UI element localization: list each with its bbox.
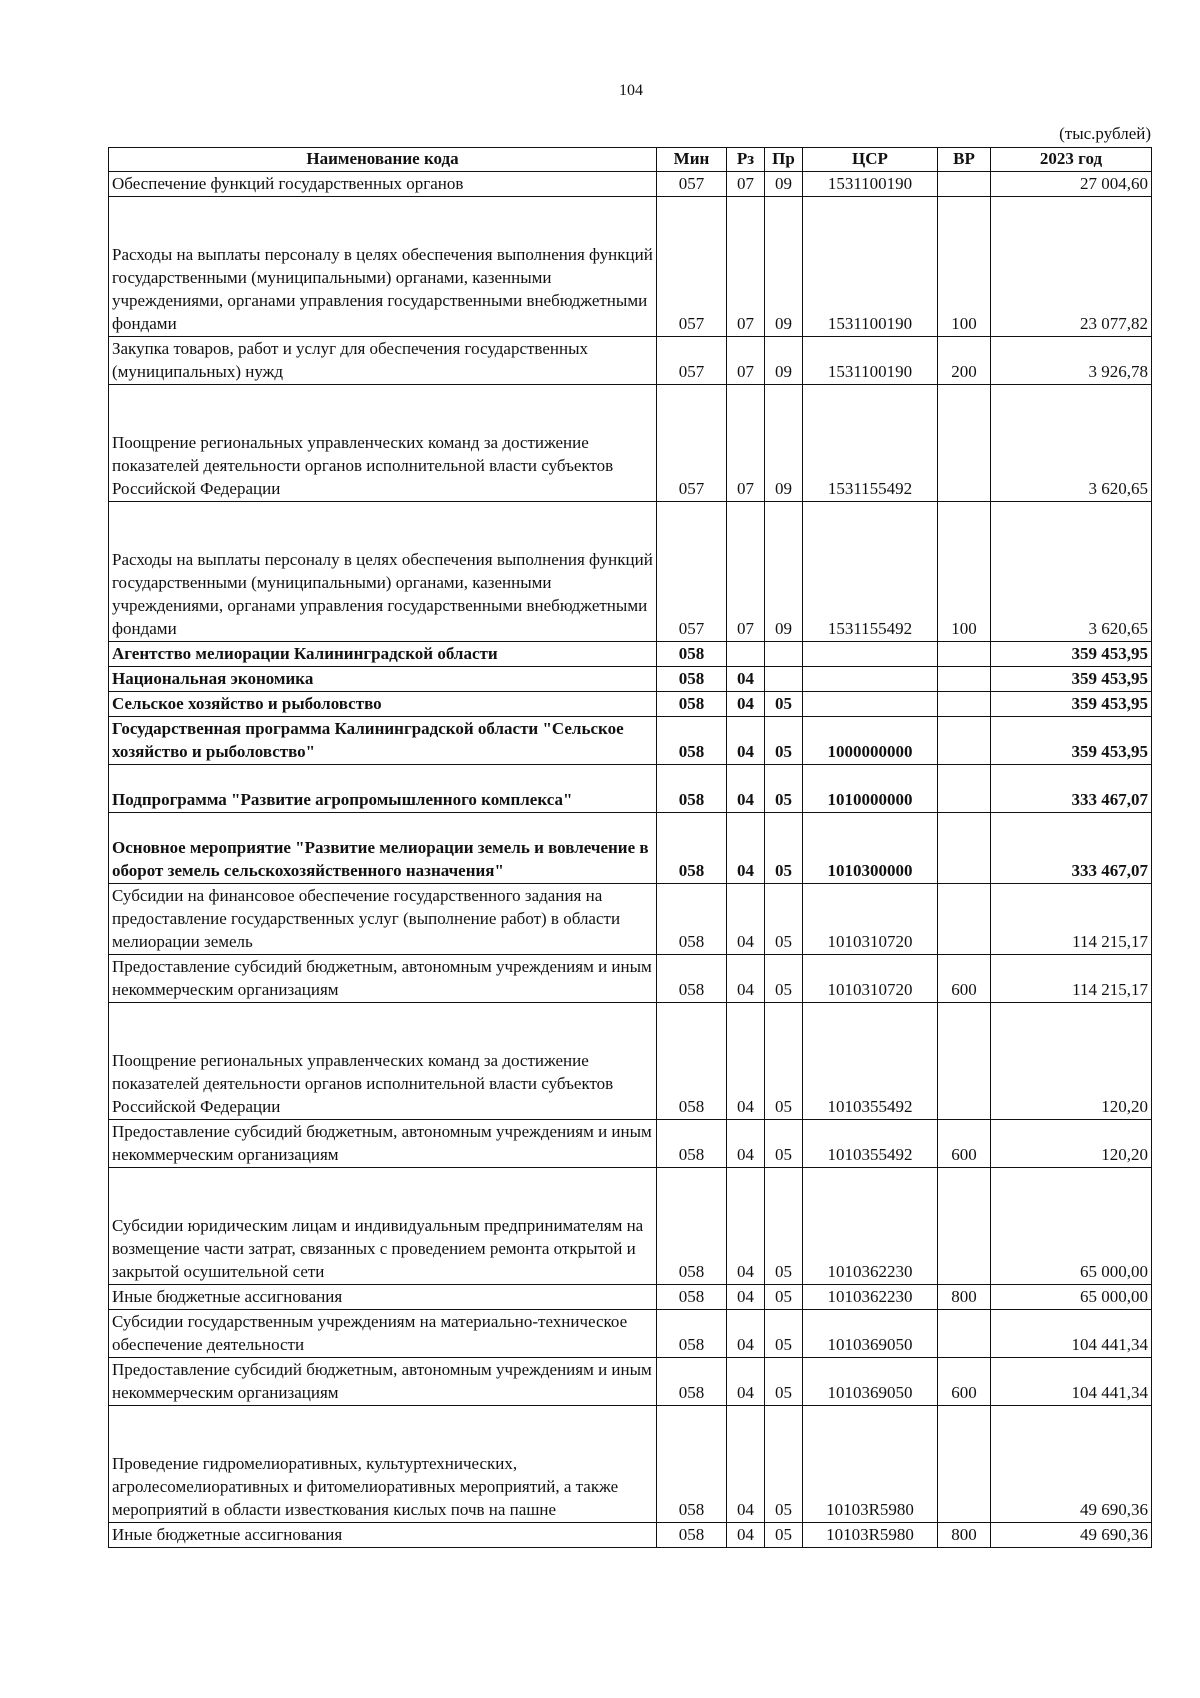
row-csr: 1531155492 — [803, 385, 938, 502]
row-rz: 07 — [727, 502, 765, 642]
row-name: Предоставление субсидий бюджетным, автономным учреждениям и иным некоммерческим организациям — [109, 955, 657, 1003]
row-min: 058 — [657, 765, 727, 813]
row-rz: 04 — [727, 1120, 765, 1168]
header-csr: ЦСР — [803, 148, 938, 172]
row-rz: 04 — [727, 1310, 765, 1358]
row-amount: 333 467,07 — [991, 813, 1152, 884]
row-amount: 3 926,78 — [991, 337, 1152, 385]
row-vr: 600 — [938, 955, 991, 1003]
row-vr — [938, 1310, 991, 1358]
row-vr — [938, 884, 991, 955]
row-rz: 07 — [727, 197, 765, 337]
row-csr: 1010310720 — [803, 884, 938, 955]
row-csr: 1531155492 — [803, 502, 938, 642]
header-name: Наименование кода — [109, 148, 657, 172]
row-amount: 359 453,95 — [991, 642, 1152, 667]
row-rz: 07 — [727, 337, 765, 385]
row-rz: 04 — [727, 1168, 765, 1285]
table-row — [109, 1285, 1152, 1310]
row-csr: 10103R5980 — [803, 1523, 938, 1548]
row-pr: 05 — [765, 1003, 803, 1120]
row-name: Проведение гидромелиоративных, культуртехнических, агролесомелиоративных и фитомелиоративных мероприятий, а также мероприятий в области известкования кислых почв на пашне — [109, 1406, 657, 1523]
row-rz: 04 — [727, 813, 765, 884]
row-vr: 600 — [938, 1358, 991, 1406]
row-vr — [938, 1168, 991, 1285]
row-min: 058 — [657, 692, 727, 717]
row-vr: 200 — [938, 337, 991, 385]
row-csr: 1531100190 — [803, 172, 938, 197]
row-amount: 65 000,00 — [991, 1168, 1152, 1285]
table-row — [109, 502, 1152, 642]
header-min: Мин — [657, 148, 727, 172]
row-csr: 1010000000 — [803, 765, 938, 813]
row-name: Закупка товаров, работ и услуг для обеспечения государственных (муниципальных) нужд — [109, 337, 657, 385]
table-row — [109, 1120, 1152, 1168]
row-min: 058 — [657, 717, 727, 765]
table-row — [109, 1406, 1152, 1523]
row-name: Обеспечение функций государственных органов — [109, 172, 657, 197]
row-rz: 04 — [727, 667, 765, 692]
row-name: Агентство мелиорации Калининградской области — [109, 642, 657, 667]
row-vr — [938, 172, 991, 197]
row-rz — [727, 642, 765, 667]
row-vr — [938, 765, 991, 813]
row-vr: 800 — [938, 1523, 991, 1548]
row-csr — [803, 692, 938, 717]
row-pr — [765, 667, 803, 692]
row-min: 058 — [657, 1285, 727, 1310]
row-amount: 49 690,36 — [991, 1523, 1152, 1548]
row-pr: 09 — [765, 502, 803, 642]
header-vr: ВР — [938, 148, 991, 172]
row-min: 058 — [657, 813, 727, 884]
row-amount: 104 441,34 — [991, 1358, 1152, 1406]
table-row — [109, 1168, 1152, 1285]
table-row — [109, 337, 1152, 385]
table-row — [109, 884, 1152, 955]
row-min: 058 — [657, 1310, 727, 1358]
row-name: Иные бюджетные ассигнования — [109, 1523, 657, 1548]
row-name: Расходы на выплаты персоналу в целях обеспечения выполнения функций государственными (муниципальными) органами, казенными учреждениями, органами управления государственными внебюджетными фондами — [109, 502, 657, 642]
row-csr: 1010355492 — [803, 1120, 938, 1168]
row-min: 057 — [657, 502, 727, 642]
row-csr: 1010362230 — [803, 1168, 938, 1285]
row-pr — [765, 642, 803, 667]
row-name: Поощрение региональных управленческих команд за достижение показателей деятельности органов исполнительной власти субъектов Российской Федерации — [109, 385, 657, 502]
row-vr: 800 — [938, 1285, 991, 1310]
row-amount: 114 215,17 — [991, 884, 1152, 955]
row-csr: 1531100190 — [803, 337, 938, 385]
row-name: Основное мероприятие "Развитие мелиорации земель и вовлечение в оборот земель сельскохозяйственного назначения" — [109, 813, 657, 884]
row-min: 058 — [657, 667, 727, 692]
table-row — [109, 1003, 1152, 1120]
row-amount: 23 077,82 — [991, 197, 1152, 337]
row-rz: 04 — [727, 955, 765, 1003]
row-vr — [938, 1406, 991, 1523]
row-name: Расходы на выплаты персоналу в целях обеспечения выполнения функций государственными (муниципальными) органами, казенными учреждениями, органами управления государственными внебюджетными фондами — [109, 197, 657, 337]
row-min: 058 — [657, 884, 727, 955]
row-csr: 1531100190 — [803, 197, 938, 337]
row-min: 057 — [657, 337, 727, 385]
row-pr: 05 — [765, 717, 803, 765]
row-vr: 100 — [938, 502, 991, 642]
units-label: (тыс.рублей) — [1059, 124, 1151, 143]
row-min: 058 — [657, 1358, 727, 1406]
row-rz: 04 — [727, 717, 765, 765]
row-csr: 1010355492 — [803, 1003, 938, 1120]
row-vr — [938, 692, 991, 717]
row-amount: 3 620,65 — [991, 502, 1152, 642]
row-name: Иные бюджетные ассигнования — [109, 1285, 657, 1310]
row-csr: 1010369050 — [803, 1358, 938, 1406]
row-csr: 1010310720 — [803, 955, 938, 1003]
row-rz: 07 — [727, 172, 765, 197]
row-pr: 05 — [765, 1406, 803, 1523]
row-amount: 333 467,07 — [991, 765, 1152, 813]
table-row — [109, 642, 1152, 667]
row-rz: 07 — [727, 385, 765, 502]
row-min: 058 — [657, 1003, 727, 1120]
row-vr — [938, 642, 991, 667]
row-pr: 05 — [765, 1285, 803, 1310]
row-csr: 1010369050 — [803, 1310, 938, 1358]
row-rz: 04 — [727, 1285, 765, 1310]
row-pr: 09 — [765, 385, 803, 502]
row-name: Национальная экономика — [109, 667, 657, 692]
row-min: 058 — [657, 955, 727, 1003]
row-csr — [803, 642, 938, 667]
row-csr: 1000000000 — [803, 717, 938, 765]
row-pr: 09 — [765, 197, 803, 337]
row-pr: 05 — [765, 1120, 803, 1168]
row-rz: 04 — [727, 884, 765, 955]
row-amount: 359 453,95 — [991, 667, 1152, 692]
table-row — [109, 717, 1152, 765]
row-min: 058 — [657, 1523, 727, 1548]
table-row — [109, 667, 1152, 692]
table-row — [109, 172, 1152, 197]
table-row — [109, 197, 1152, 337]
table-row — [109, 1523, 1152, 1548]
row-amount: 359 453,95 — [991, 717, 1152, 765]
row-amount: 27 004,60 — [991, 172, 1152, 197]
row-name: Предоставление субсидий бюджетным, автономным учреждениям и иным некоммерческим организациям — [109, 1120, 657, 1168]
row-vr — [938, 385, 991, 502]
table-row — [109, 1310, 1152, 1358]
row-rz: 04 — [727, 1358, 765, 1406]
row-rz: 04 — [727, 1523, 765, 1548]
row-pr: 05 — [765, 1310, 803, 1358]
table-row — [109, 813, 1152, 884]
row-min: 058 — [657, 1168, 727, 1285]
table-body — [109, 172, 1152, 1548]
row-min: 058 — [657, 642, 727, 667]
row-vr — [938, 1003, 991, 1120]
budget-table — [108, 147, 1152, 1548]
row-min: 057 — [657, 197, 727, 337]
row-csr: 1010362230 — [803, 1285, 938, 1310]
row-name: Поощрение региональных управленческих команд за достижение показателей деятельности органов исполнительной власти субъектов Российской Федерации — [109, 1003, 657, 1120]
row-pr: 05 — [765, 1168, 803, 1285]
table-header-row — [109, 148, 1152, 172]
row-csr: 1010300000 — [803, 813, 938, 884]
header-rz: Рз — [727, 148, 765, 172]
row-amount: 3 620,65 — [991, 385, 1152, 502]
row-csr — [803, 667, 938, 692]
table-row — [109, 692, 1152, 717]
row-name: Субсидии на финансовое обеспечение государственного задания на предоставление государственных услуг (выполнение работ) в области мелиорации земель — [109, 884, 657, 955]
row-rz: 04 — [727, 765, 765, 813]
row-name: Субсидии юридическим лицам и индивидуальным предпринимателям на возмещение части затрат, связанных с проведением ремонта открытой и закрытой осушительной сети — [109, 1168, 657, 1285]
row-pr: 05 — [765, 1358, 803, 1406]
row-name: Подпрограмма "Развитие агропромышленного комплекса" — [109, 765, 657, 813]
row-vr: 100 — [938, 197, 991, 337]
header-year: 2023 год — [991, 148, 1152, 172]
row-min: 057 — [657, 385, 727, 502]
row-pr: 05 — [765, 955, 803, 1003]
row-vr — [938, 717, 991, 765]
page-number: 104 — [619, 82, 643, 99]
table-row — [109, 955, 1152, 1003]
row-min: 058 — [657, 1406, 727, 1523]
row-name: Сельское хозяйство и рыболовство — [109, 692, 657, 717]
row-vr — [938, 667, 991, 692]
row-rz: 04 — [727, 692, 765, 717]
row-amount: 104 441,34 — [991, 1310, 1152, 1358]
row-amount: 120,20 — [991, 1120, 1152, 1168]
row-name: Предоставление субсидий бюджетным, автономным учреждениям и иным некоммерческим организациям — [109, 1358, 657, 1406]
row-amount: 359 453,95 — [991, 692, 1152, 717]
row-vr — [938, 813, 991, 884]
row-pr: 05 — [765, 1523, 803, 1548]
row-amount: 65 000,00 — [991, 1285, 1152, 1310]
row-pr: 09 — [765, 337, 803, 385]
row-pr: 05 — [765, 884, 803, 955]
row-pr: 09 — [765, 172, 803, 197]
row-pr: 05 — [765, 813, 803, 884]
row-pr: 05 — [765, 692, 803, 717]
row-vr: 600 — [938, 1120, 991, 1168]
header-pr: Пр — [765, 148, 803, 172]
row-pr: 05 — [765, 765, 803, 813]
row-amount: 120,20 — [991, 1003, 1152, 1120]
row-amount: 49 690,36 — [991, 1406, 1152, 1523]
row-rz: 04 — [727, 1406, 765, 1523]
table-row — [109, 1358, 1152, 1406]
row-name: Государственная программа Калининградской области "Сельское хозяйство и рыболовство" — [109, 717, 657, 765]
row-amount: 114 215,17 — [991, 955, 1152, 1003]
table-row — [109, 385, 1152, 502]
row-rz: 04 — [727, 1003, 765, 1120]
row-min: 057 — [657, 172, 727, 197]
row-min: 058 — [657, 1120, 727, 1168]
row-name: Субсидии государственным учреждениям на материально-техническое обеспечение деятельности — [109, 1310, 657, 1358]
row-csr: 10103R5980 — [803, 1406, 938, 1523]
table-row — [109, 765, 1152, 813]
